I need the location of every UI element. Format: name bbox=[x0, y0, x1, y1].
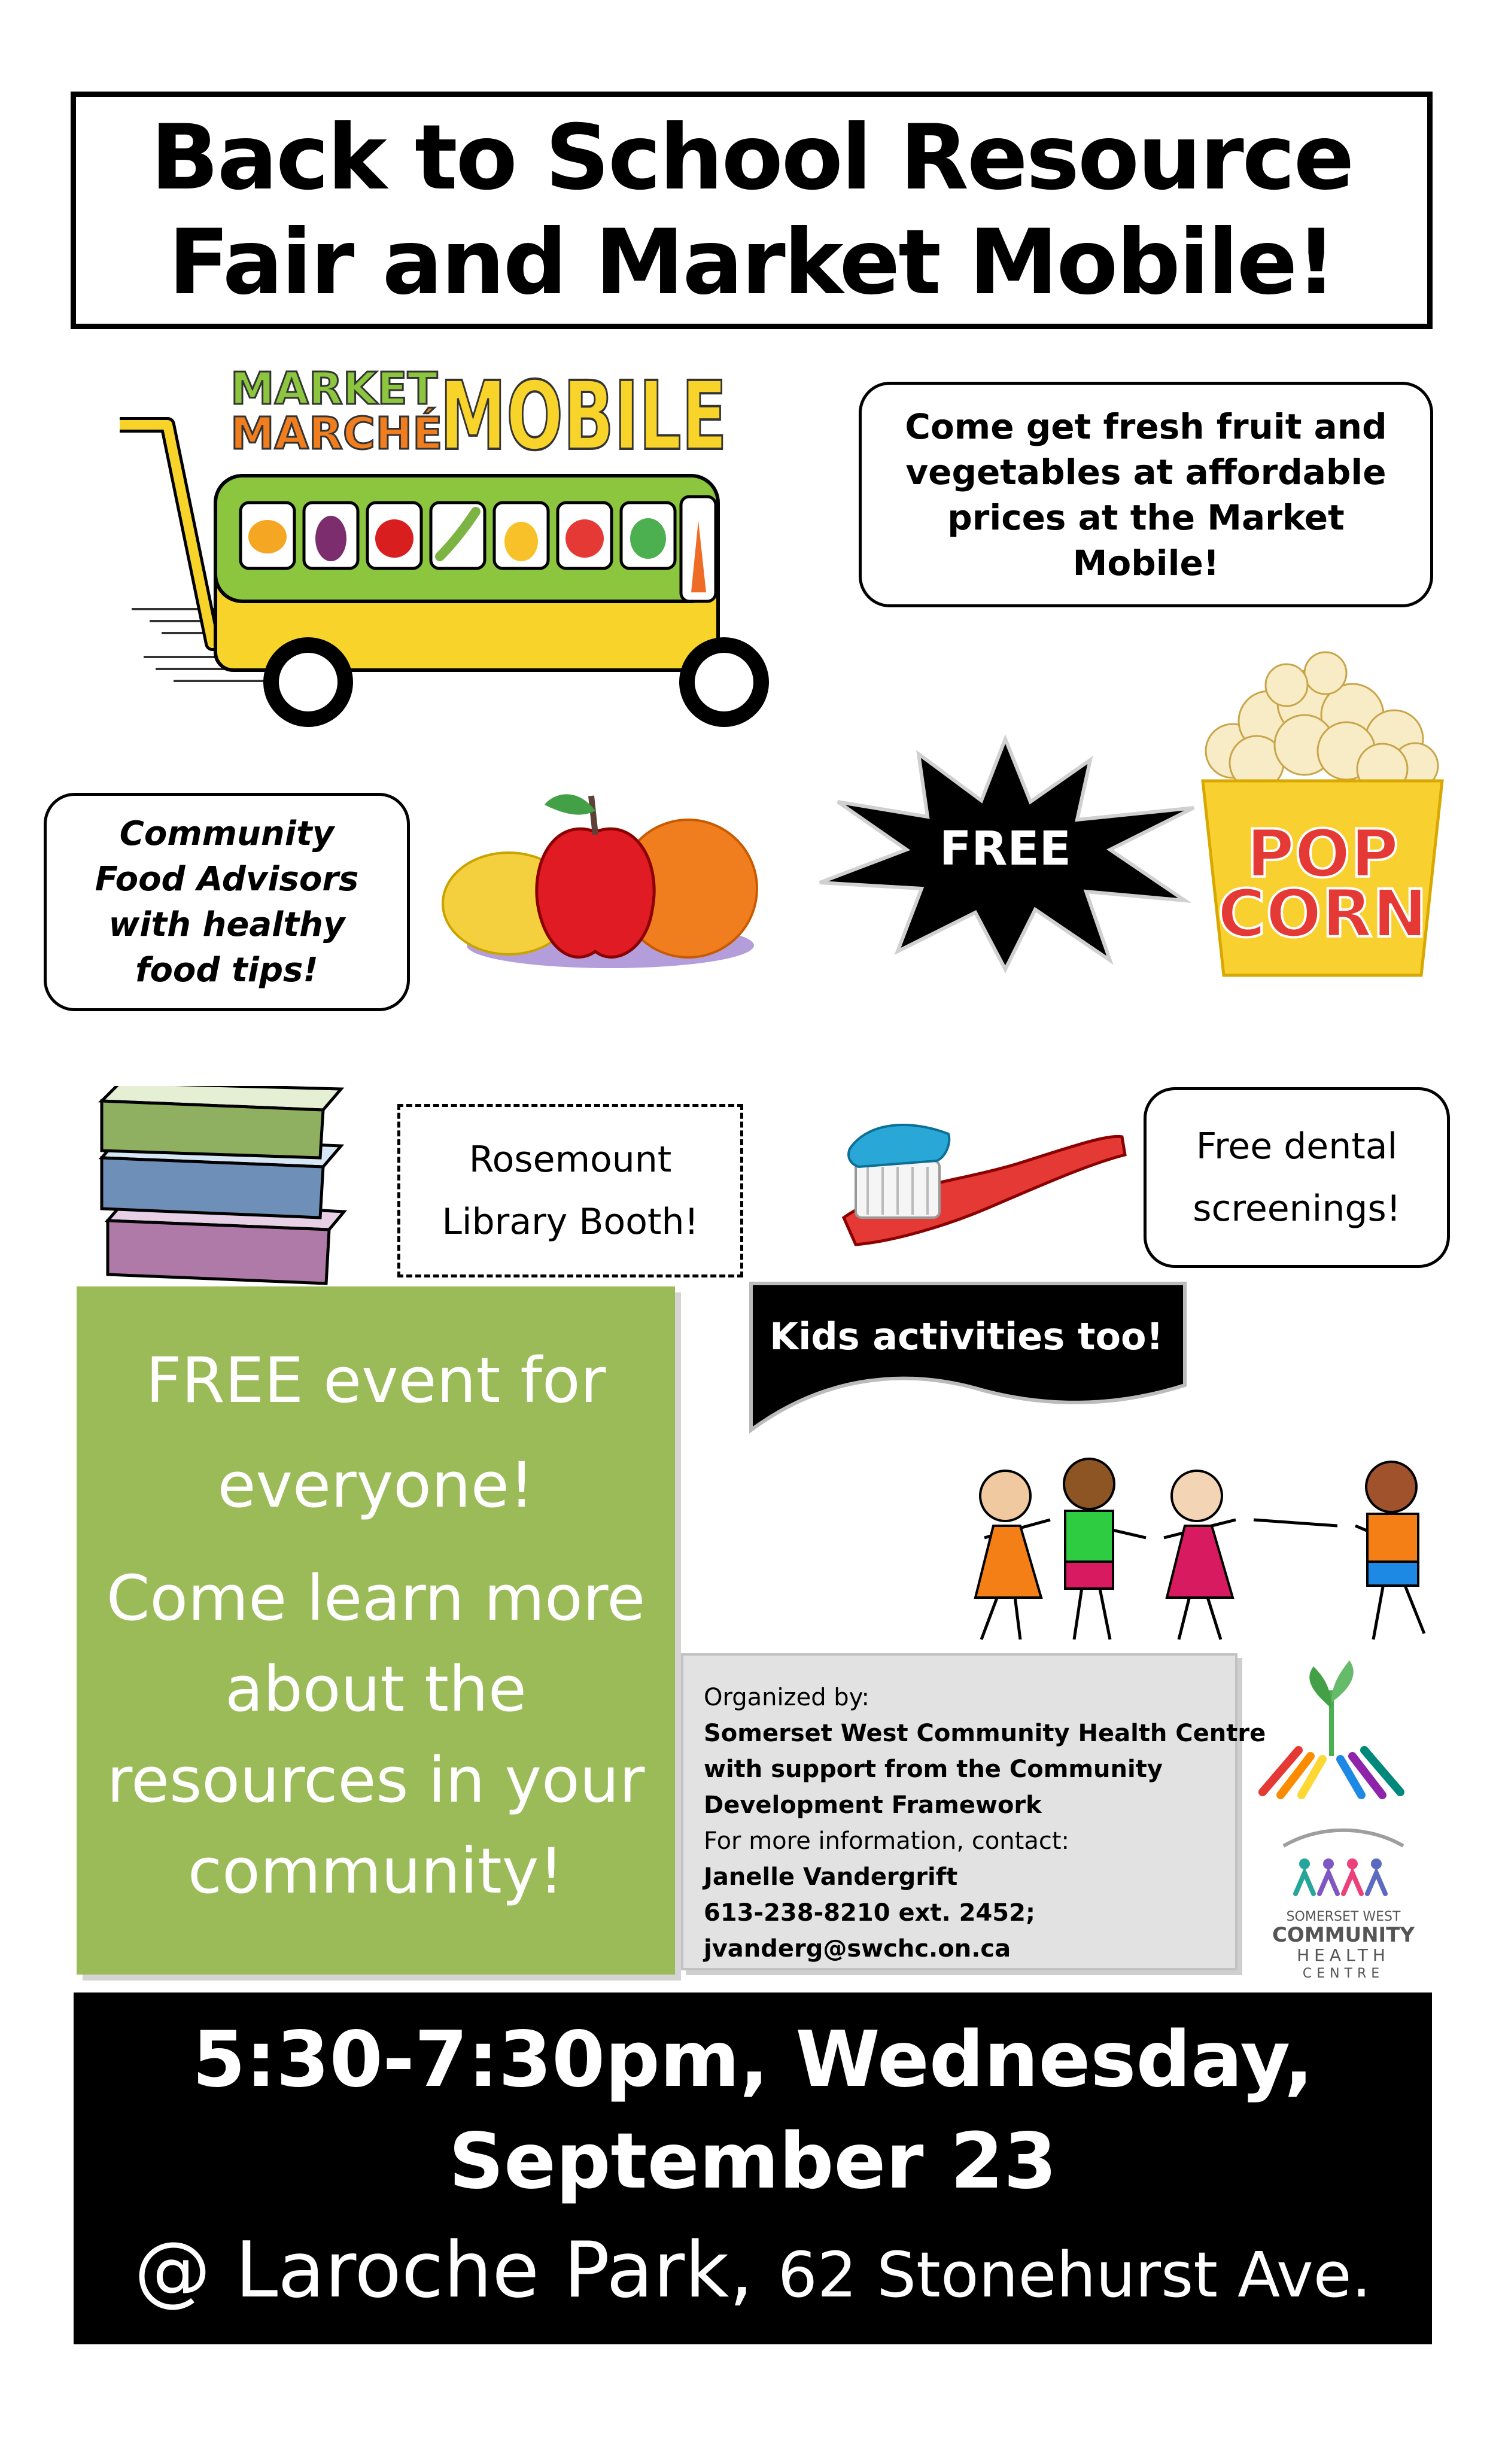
organizer-info-box bbox=[681, 1653, 1266, 1970]
organizer-name-line-1: Somerset West Community Health Centre bbox=[704, 1720, 1266, 1747]
market-bubble-line-2: vegetables at affordable bbox=[905, 451, 1386, 492]
swchc-logo bbox=[1272, 1822, 1415, 1984]
kids-holding-hands-illustration bbox=[939, 1448, 1472, 1651]
dental-line-2: screenings! bbox=[1193, 1188, 1401, 1230]
library-line-1: Rosemount bbox=[469, 1139, 672, 1181]
green-line-1: FREE event for bbox=[145, 1344, 606, 1417]
dental-bubble bbox=[1144, 1087, 1450, 1268]
free-event-box bbox=[77, 1286, 675, 1975]
organizer-name-line-3: Development Framework bbox=[704, 1791, 1042, 1819]
event-address: 62 Stonehurst Ave. bbox=[777, 2238, 1372, 2311]
free-burst-text: FREE bbox=[939, 822, 1071, 876]
organized-by-label: Organized by: bbox=[704, 1684, 869, 1711]
title-box bbox=[71, 92, 1433, 329]
contact-email[interactable]: jvanderg@swchc.on.ca bbox=[704, 1935, 1011, 1963]
library-booth-box bbox=[397, 1104, 743, 1277]
popcorn-pop-text: POP bbox=[1246, 816, 1399, 892]
market-bubble-line-1: Come get fresh fruit and bbox=[905, 406, 1387, 447]
dental-line-1: Free dental bbox=[1196, 1125, 1398, 1167]
contact-name: Janelle Vandergrift bbox=[704, 1863, 958, 1891]
swchc-logo-line-3: HEALTH bbox=[1297, 1945, 1390, 1965]
title-line-2: Fair and Market Mobile! bbox=[168, 210, 1335, 315]
toothbrush-illustration bbox=[838, 1110, 1131, 1254]
organizer-name-line-2: with support from the Community bbox=[704, 1756, 1163, 1783]
logo-mobile-text: MOBILE bbox=[440, 361, 727, 471]
green-line-3: Come learn more bbox=[106, 1562, 646, 1635]
contact-phone: 613-238-8210 ext. 2452; bbox=[704, 1899, 1035, 1927]
logo-market-text: MARKET bbox=[230, 363, 438, 415]
swchc-logo-line-1: SOMERSET WEST bbox=[1286, 1909, 1401, 1924]
event-location-line bbox=[74, 2226, 1432, 2320]
green-line-2: everyone! bbox=[217, 1449, 534, 1522]
market-mobile-bus-illustration bbox=[108, 359, 850, 730]
free-starburst bbox=[808, 730, 1203, 975]
more-info-label: For more information, contact: bbox=[704, 1827, 1069, 1855]
popcorn-corn-text: CORN bbox=[1217, 875, 1428, 952]
kids-banner-text: Kids activities too! bbox=[770, 1315, 1163, 1358]
food-bubble-line-3: with healthy bbox=[108, 905, 345, 944]
green-line-4: about the bbox=[225, 1653, 527, 1726]
popcorn-illustration bbox=[1191, 649, 1454, 984]
event-details-band bbox=[74, 1993, 1432, 2344]
market-bubble-line-4: Mobile! bbox=[1072, 542, 1220, 583]
food-bubble-line-1: Community bbox=[119, 814, 335, 853]
market-mobile-bubble bbox=[859, 382, 1433, 607]
title-line-1: Back to School Resource bbox=[150, 105, 1353, 210]
books-illustration bbox=[90, 1086, 365, 1289]
event-time-day: 5:30-7:30pm, Wednesday, bbox=[192, 2015, 1313, 2104]
swchc-logo-line-4: CENTRE bbox=[1302, 1966, 1385, 1981]
market-bubble-line-3: prices at the Market bbox=[947, 497, 1345, 538]
green-line-5: resources in your bbox=[107, 1744, 645, 1817]
green-line-6: community! bbox=[187, 1835, 564, 1908]
kids-activities-banner bbox=[748, 1280, 1191, 1436]
fruit-illustration bbox=[431, 760, 778, 975]
food-bubble-line-2: Food Advisors bbox=[95, 859, 359, 899]
event-location: @ Laroche Park, bbox=[134, 2226, 754, 2315]
library-line-2: Library Booth! bbox=[442, 1201, 699, 1243]
community-development-logo bbox=[1257, 1654, 1406, 1804]
food-bubble-line-4: food tips! bbox=[135, 950, 318, 990]
event-date: September 23 bbox=[448, 2117, 1057, 2206]
food-advisors-bubble bbox=[44, 793, 410, 1011]
logo-marche-text: MARCHÉ bbox=[230, 408, 443, 460]
swchc-logo-line-2: COMMUNITY bbox=[1272, 1923, 1415, 1947]
